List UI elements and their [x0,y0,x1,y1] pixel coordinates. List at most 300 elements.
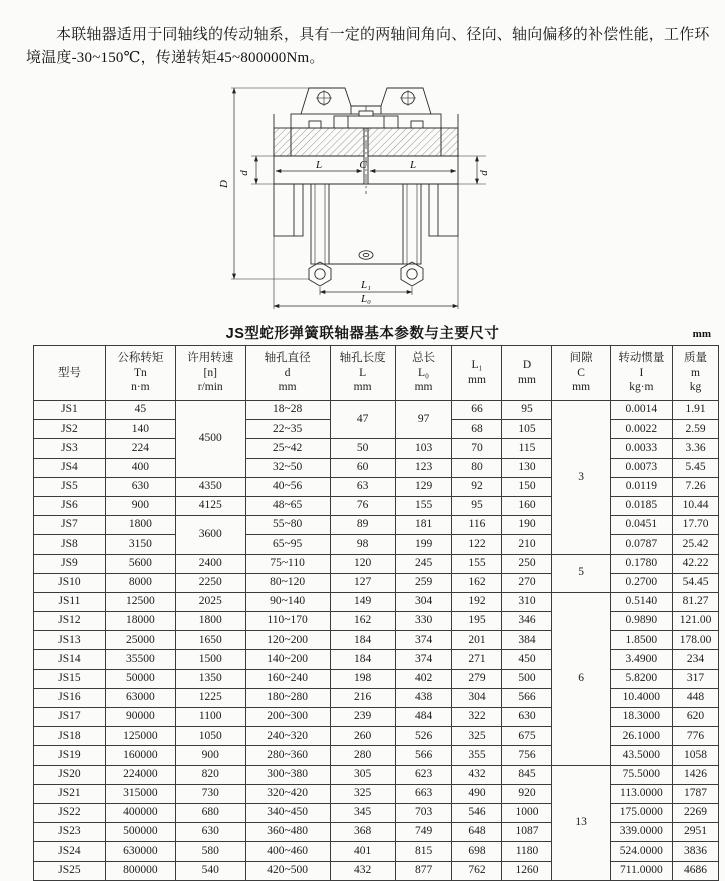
table-cell: 12500 [105,592,175,611]
table-cell: 7.26 [673,477,719,496]
table-cell: 900 [175,746,245,765]
table-cell: JS23 [34,823,106,842]
table-cell: JS6 [34,496,106,515]
column-header: 轴孔长度 L mm [330,346,395,401]
table-cell: 43.5000 [610,746,672,765]
table-cell: 330 [395,612,452,631]
table-cell: 325 [452,727,502,746]
column-header: 总长 L₀ mm [395,346,452,401]
table-cell: 776 [673,727,719,746]
table-cell: 1650 [175,631,245,650]
table-cell: 65~95 [245,535,330,554]
table-cell: 0.1780 [610,554,672,573]
column-header: 轴孔直径 d mm [245,346,330,401]
flange-end-right [441,128,458,156]
table-cell: JS4 [34,458,106,477]
table-cell: 13 [552,765,610,880]
table-cell: 0.0185 [610,496,672,515]
table-cell: 310 [502,592,552,611]
table-cell: 711.0000 [610,861,672,880]
table-cell: 1787 [673,784,719,803]
table-cell: 75~110 [245,554,330,573]
table-cell: 815 [395,842,452,861]
table-row [34,401,719,420]
table-cell: 98 [330,535,395,554]
table-cell: 402 [395,669,452,688]
table-row [34,496,719,515]
table-cell: 800000 [105,861,175,880]
table-cell: 279 [452,669,502,688]
table-cell: 47 [330,401,395,439]
table-cell: 0.0033 [610,439,672,458]
table-cell: 438 [395,688,452,707]
drawing-labels [218,159,490,305]
table-cell: 526 [395,727,452,746]
table-cell: 1000 [502,803,552,822]
table-cell: 95 [452,496,502,515]
table-cell: 160000 [105,746,175,765]
table-cell: 42.22 [673,554,719,573]
table-cell: 103 [395,439,452,458]
table-cell: 76 [330,496,395,515]
table-cell: 270 [502,573,552,592]
dim-label-d-right: d [478,170,490,176]
flange-end-left [274,128,291,156]
table-cell: 630 [105,477,175,496]
table-row [34,535,719,554]
table-cell: 120~200 [245,631,330,650]
column-header: 间隙 C mm [552,346,610,401]
table-cell: 400000 [105,803,175,822]
table-cell: 130 [502,458,552,477]
table-cell: 339.0000 [610,823,672,842]
table-cell: 35500 [105,650,175,669]
table-cell: JS25 [34,861,106,880]
table-cell: 2400 [175,554,245,573]
intro-paragraph: 本联轴器适用于同轴线的传动轴系，具有一定的两轴间角向、径向、轴向偏移的补偿性能，工作环境温度-30~150℃，传递转矩45~800000Nm。 [26,27,710,66]
table-body [34,401,719,881]
table-row [34,477,719,496]
table-cell: 566 [395,746,452,765]
table-cell: 663 [395,784,452,803]
table-cell: 129 [395,477,452,496]
table-cell: 127 [330,573,395,592]
table-cell: 1.91 [673,401,719,420]
dim-label-L-left: L [315,159,323,171]
table-row [34,592,719,611]
table-cell: 3600 [175,516,245,554]
table-cell: 432 [330,861,395,880]
table-cell: 315000 [105,784,175,803]
table-cell: 1058 [673,746,719,765]
table-cell: 192 [452,592,502,611]
table-cell: 320~420 [245,784,330,803]
table-cell: 22~35 [245,420,330,439]
table-cell: 0.5140 [610,592,672,611]
table-cell: 756 [502,746,552,765]
table-row [34,554,719,573]
table-cell: 0.9890 [610,612,672,631]
table-cell: 0.2700 [610,573,672,592]
table-cell: 26.1000 [610,727,672,746]
table-cell: 2951 [673,823,719,842]
table-cell: 5 [552,554,610,592]
table-cell: 900 [105,496,175,515]
table-cell: 123 [395,458,452,477]
table-cell: 184 [330,631,395,650]
table-row [34,708,719,727]
table-cell: 680 [175,803,245,822]
table-row [34,727,719,746]
table-cell: 400~460 [245,842,330,861]
table-cell: 1800 [175,612,245,631]
table-cell: JS19 [34,746,106,765]
table-cell: 18.3000 [610,708,672,727]
coupling-drawing [196,84,530,320]
table-cell: 18000 [105,612,175,631]
table-cell: 698 [452,842,502,861]
table-cell: 190 [502,516,552,535]
table-cell: 368 [330,823,395,842]
table-cell: 8000 [105,573,175,592]
table-row [34,458,719,477]
table-cell: 3.36 [673,439,719,458]
spec-table [33,345,719,881]
table-cell: 25.42 [673,535,719,554]
table-cell: 155 [395,496,452,515]
column-header: 型号 [34,346,106,401]
table-cell: 5.8200 [610,669,672,688]
table-head [34,346,719,401]
table-title: JS型蛇形弹簧联轴器基本参数与主要尺寸 [225,326,500,342]
column-header: 公称转矩 Tn n·m [105,346,175,401]
table-cell: 500 [502,669,552,688]
column-header: D mm [502,346,552,401]
table-cell: 0.0014 [610,401,672,420]
table-cell: 1050 [175,727,245,746]
table-cell: 280 [330,746,395,765]
table-cell: 95 [502,401,552,420]
table-cell: 259 [395,573,452,592]
table-cell: 566 [502,688,552,707]
table-cell: 115 [502,439,552,458]
table-cell: 178.00 [673,631,719,650]
table-cell: 484 [395,708,452,727]
table-cell: 80~120 [245,573,330,592]
table-cell: JS20 [34,765,106,784]
table-cell: JS8 [34,535,106,554]
table-cell: 630 [502,708,552,727]
table-cell: 2025 [175,592,245,611]
table-cell: 216 [330,688,395,707]
table-cell: 580 [175,842,245,861]
table-cell: 10.44 [673,496,719,515]
table-cell: 3150 [105,535,175,554]
table-cell: JS3 [34,439,106,458]
bolt-right [411,121,423,128]
table-cell: 195 [452,612,502,631]
table-cell: 25000 [105,631,175,650]
table-cell: 198 [330,669,395,688]
flange-right [368,128,441,156]
table-cell: 1260 [502,861,552,880]
table-cell: 401 [330,842,395,861]
table-row [34,842,719,861]
table-cell: 2.59 [673,420,719,439]
table-cell: 4125 [175,496,245,515]
table-cell: 125000 [105,727,175,746]
table-row [34,573,719,592]
table-cell: JS18 [34,727,106,746]
sleeve-left [274,184,303,236]
table-cell: 0.0451 [610,516,672,535]
table-cell: 524.0000 [610,842,672,861]
table-cell: 199 [395,535,452,554]
table-cell: 5600 [105,554,175,573]
sleeve-right [429,184,458,236]
table-cell: 325 [330,784,395,803]
table-cell: 180~280 [245,688,330,707]
table-cell: 703 [395,803,452,822]
table-cell: 162 [452,573,502,592]
table-cell: 448 [673,688,719,707]
table-cell: 1800 [105,516,175,535]
table-cell: 175.0000 [610,803,672,822]
drawing-geometry [231,88,486,309]
table-cell: 25~42 [245,439,330,458]
table-cell: JS14 [34,650,106,669]
table-cell: 54.45 [673,573,719,592]
table-cell: 18~28 [245,401,330,420]
table-cell: 1500 [175,650,245,669]
hex-bolt-right-icon [401,262,423,286]
table-cell: 90000 [105,708,175,727]
table-row [34,823,719,842]
table-cell: 32~50 [245,458,330,477]
table-cell: 845 [502,765,552,784]
table-cell: 730 [175,784,245,803]
table-cell: 2269 [673,803,719,822]
flange-left [291,128,364,156]
table-cell: 181 [395,516,452,535]
dim-label-L0: L₀ [361,293,371,305]
column-header: 许用转速 [n] r/min [175,346,245,401]
table-cell: 877 [395,861,452,880]
table-cell: 0.0787 [610,535,672,554]
table-row [34,688,719,707]
table-cell: 160~240 [245,669,330,688]
table-cell: 2250 [175,573,245,592]
table-cell: 3836 [673,842,719,861]
table-cell: 155 [452,554,502,573]
table-cell: 149 [330,592,395,611]
table-cell: 1350 [175,669,245,688]
table-cell: 1426 [673,765,719,784]
table-cell: 4686 [673,861,719,880]
table-row [34,861,719,880]
table-cell: 224 [105,439,175,458]
table-cell: 80 [452,458,502,477]
table-cell: 1100 [175,708,245,727]
table-row [34,439,719,458]
table-cell: 317 [673,669,719,688]
table-cell: JS13 [34,631,106,650]
table-cell: 0.0073 [610,458,672,477]
table-cell: 116 [452,516,502,535]
table-cell: 160 [502,496,552,515]
table-row [34,516,719,535]
dim-label-D: D [218,180,230,188]
table-cell: 305 [330,765,395,784]
dim-label-L1: L₁ [361,279,371,291]
table-cell: 675 [502,727,552,746]
table-cell: 6 [552,592,610,765]
table-cell: JS7 [34,516,106,535]
table-cell: 92 [452,477,502,496]
dim-label-d-left: d [238,170,250,176]
table-cell: 150 [502,477,552,496]
table-cell: 1180 [502,842,552,861]
table-cell: 630 [175,823,245,842]
table-cell: 10.4000 [610,688,672,707]
table-row [34,746,719,765]
table-cell: 140 [105,420,175,439]
table-cell: 340~450 [245,803,330,822]
table-cell: 450 [502,650,552,669]
table-cell: 1225 [175,688,245,707]
table-cell: JS21 [34,784,106,803]
dim-label-C: C [359,159,367,171]
table-cell: 1087 [502,823,552,842]
table-cell: 384 [502,631,552,650]
table-cell: 17.70 [673,516,719,535]
table-cell: 500000 [105,823,175,842]
column-header: 质量 m kg [673,346,719,401]
table-cell: JS2 [34,420,106,439]
table-cell: 280~360 [245,746,330,765]
table-cell: 304 [452,688,502,707]
table-cell: 55~80 [245,516,330,535]
table-cell: 374 [395,650,452,669]
table-row [34,669,719,688]
table-cell: 4350 [175,477,245,496]
table-cell: 3.4900 [610,650,672,669]
center-boss [334,116,398,128]
table-cell: 260 [330,727,395,746]
table-cell: 432 [452,765,502,784]
table-cell: 210 [502,535,552,554]
table-cell: JS11 [34,592,106,611]
table-row [34,650,719,669]
table-cell: 240~320 [245,727,330,746]
leg-right [403,184,421,264]
table-cell: 162 [330,612,395,631]
table-cell: 201 [452,631,502,650]
table-cell: JS15 [34,669,106,688]
table-cell: 5.45 [673,458,719,477]
table-cell: 110~170 [245,612,330,631]
table-cell: 400 [105,458,175,477]
table-title-row [0,322,725,342]
table-cell: 90~140 [245,592,330,611]
table-cell: 48~65 [245,496,330,515]
table-cell: 300~380 [245,765,330,784]
table-cell: 200~300 [245,708,330,727]
table-cell: 63 [330,477,395,496]
table-row [34,631,719,650]
table-cell: 89 [330,516,395,535]
table-cell: 820 [175,765,245,784]
table-cell: 4500 [175,401,245,478]
table-cell: 920 [502,784,552,803]
table-cell: 0.0022 [610,420,672,439]
table-cell: 0.0119 [610,477,672,496]
table-cell: 322 [452,708,502,727]
column-header: L₁ mm [452,346,502,401]
table-cell: 623 [395,765,452,784]
table-cell: 122 [452,535,502,554]
table-cell: 490 [452,784,502,803]
table-cell: 355 [452,746,502,765]
table-cell: 75.5000 [610,765,672,784]
center-plug-icon [359,251,373,260]
column-header: 转动惯量 I kg·m [610,346,672,401]
table-cell: 60 [330,458,395,477]
table-cell: 50 [330,439,395,458]
table-cell: 360~480 [245,823,330,842]
table-cell: 648 [452,823,502,842]
table-cell: JS22 [34,803,106,822]
table-cell: 97 [395,401,452,439]
table-cell: 81.27 [673,592,719,611]
table-cell: 620 [673,708,719,727]
table-cell: JS24 [34,842,106,861]
table-cell: 234 [673,650,719,669]
table-cell: 420~500 [245,861,330,880]
table-unit-note: mm [692,328,711,340]
table-cell: 346 [502,612,552,631]
table-cell: JS16 [34,688,106,707]
table-cell: 374 [395,631,452,650]
table-cell: 630000 [105,842,175,861]
table-cell: 45 [105,401,175,420]
table-cell: JS12 [34,612,106,631]
table-cell: 250 [502,554,552,573]
table-cell: 184 [330,650,395,669]
table-cell: 66 [452,401,502,420]
table-cell: 63000 [105,688,175,707]
table-cell: 68 [452,420,502,439]
table-cell: 121.00 [673,612,719,631]
table-row [34,612,719,631]
table-cell: 40~56 [245,477,330,496]
table-cell: 70 [452,439,502,458]
hex-bolt-left-icon [309,262,331,286]
table-cell: JS9 [34,554,106,573]
table-cell: 140~200 [245,650,330,669]
table-cell: 546 [452,803,502,822]
table-cell: 271 [452,650,502,669]
header-row [34,346,719,401]
table-cell: 224000 [105,765,175,784]
table-row [34,803,719,822]
table-cell: JS17 [34,708,106,727]
table-cell: 345 [330,803,395,822]
table-cell: 105 [502,420,552,439]
table-cell: 1.8500 [610,631,672,650]
table-cell: 50000 [105,669,175,688]
table-cell: JS10 [34,573,106,592]
